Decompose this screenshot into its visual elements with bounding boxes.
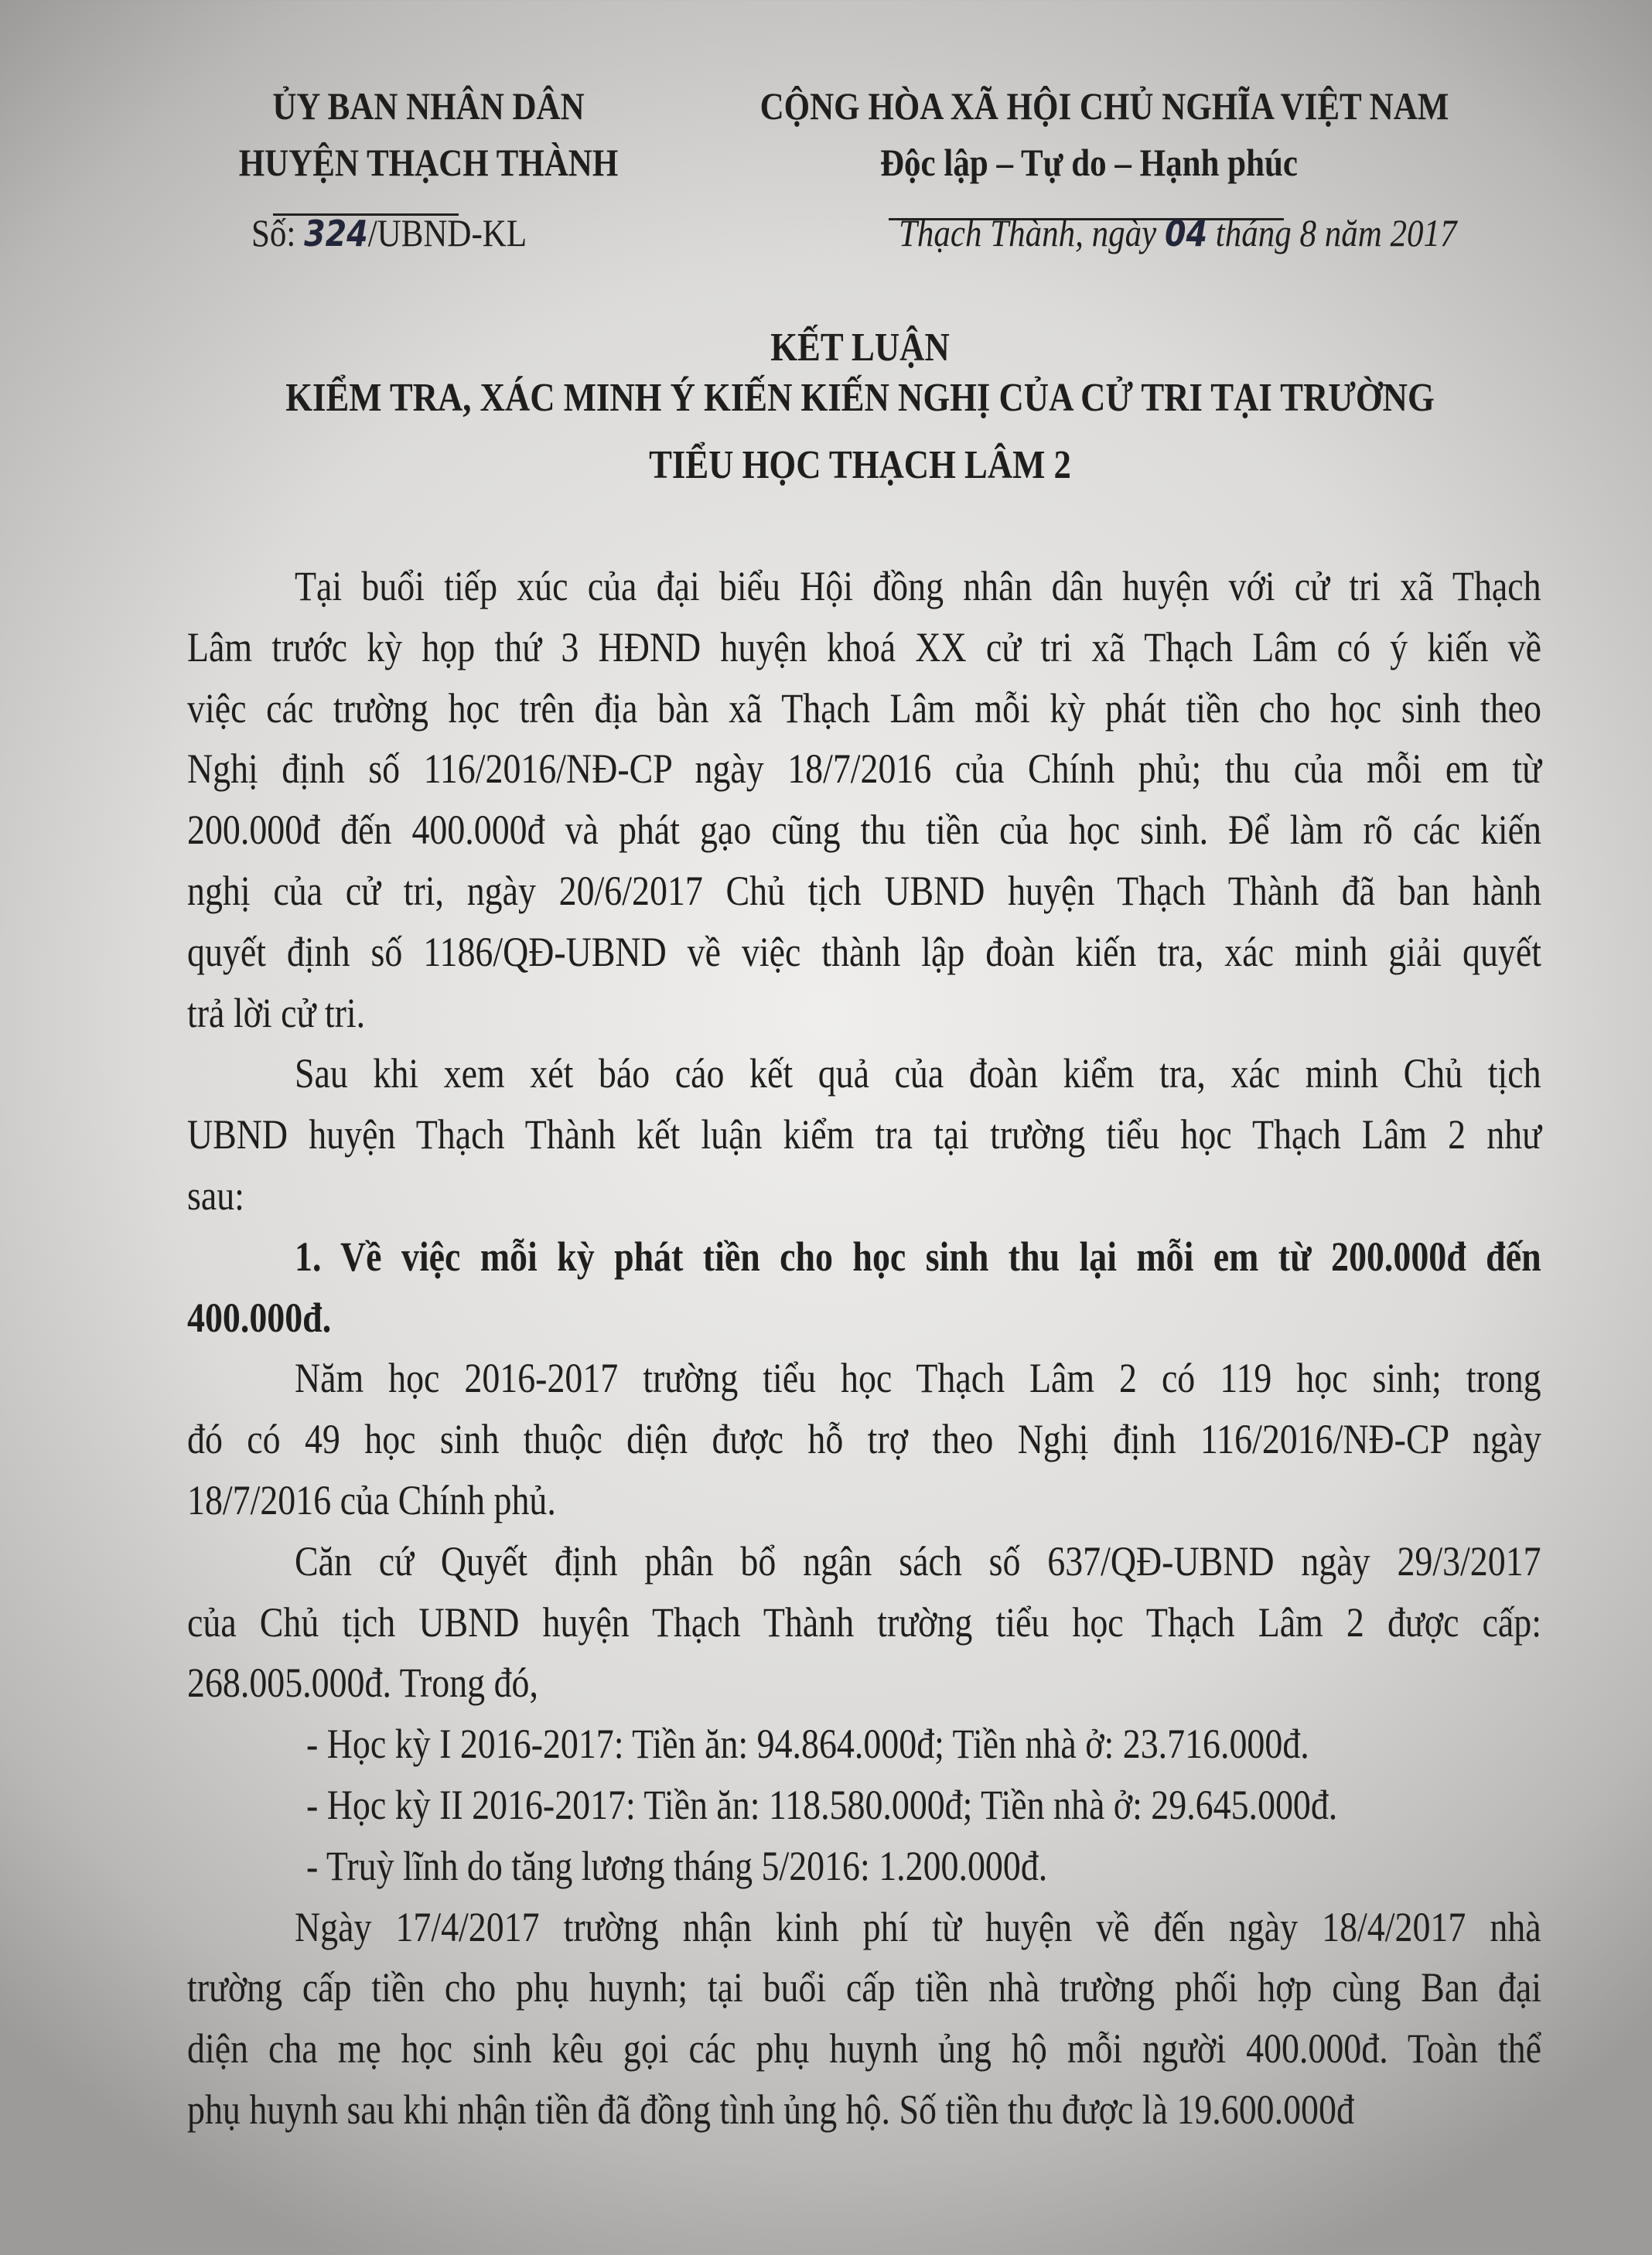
- budget-item: - Học kỳ I 2016-2017: Tiền ăn: 94.864.000đ; Tiền nhà ở: 23.716.000đ.: [306, 1721, 1309, 1768]
- date-prefix: Thạch Thành, ngày: [899, 211, 1165, 254]
- document-body: [187, 556, 1652, 2141]
- handwritten-day: 04: [1165, 213, 1208, 254]
- body-line: 18/7/2016 của Chính phủ.: [187, 1476, 556, 1523]
- document-subject-line2: TIỂU HỌC THẠCH LÂM 2: [649, 443, 1071, 487]
- body-line: 268.005.000đ. Trong đó,: [187, 1660, 538, 1707]
- body-line: trả lời cử tri.: [187, 989, 366, 1036]
- handwritten-number: 324: [304, 213, 368, 254]
- body-line: sau:: [187, 1172, 244, 1219]
- section-heading-1: 1. Về việc mỗi kỳ phát tiền cho học sinh thu lại mỗi em từ 200.000đ đến: [295, 1233, 1541, 1280]
- national-motto: Độc lập – Tự do – Hạnh phúc: [880, 141, 1298, 184]
- body-line: Lâm trước kỳ họp thứ 3 HĐND huyện khoá XX cử tri xã Thạch Lâm có ý kiến về: [187, 623, 1541, 670]
- date-suffix: tháng 8 năm 2017: [1207, 211, 1457, 254]
- body-line: của Chủ tịch UBND huyện Thạch Thành trường tiểu học Thạch Lâm 2 được cấp:: [187, 1598, 1541, 1646]
- document-subject-line1: KIỂM TRA, XÁC MINH Ý KIẾN KIẾN NGHỊ CỦA CỬ TRI TẠI TRƯỜNG: [285, 376, 1435, 420]
- body-line: quyết định số 1186/QĐ-UBND về việc thành lập đoàn kiến tra, xác minh giải quyết: [187, 928, 1541, 975]
- body-line: trường cấp tiền cho phụ huynh; tại buổi cấp tiền nhà trường phối hợp cùng Ban đại: [187, 1964, 1541, 2011]
- body-line: diện cha mẹ học sinh kêu gọi các phụ huynh ủng hộ mỗi người 400.000đ. Toàn thể: [187, 2025, 1541, 2072]
- budget-item: - Học kỳ II 2016-2017: Tiền ăn: 118.580.000đ; Tiền nhà ở: 29.645.000đ.: [306, 1781, 1338, 1828]
- body-line: Tại buổi tiếp xúc của đại biểu Hội đồng nhân dân huyện với cử tri xã Thạch: [295, 563, 1541, 609]
- place-date: [899, 210, 1457, 255]
- section-heading-1-cont: 400.000đ.: [187, 1294, 332, 1341]
- document-type-title: KẾT LUẬN: [770, 326, 950, 370]
- body-line: Căn cứ Quyết định phân bổ ngân sách số 637/QĐ-UBND ngày 29/3/2017: [295, 1537, 1541, 1585]
- body-line: Năm học 2016-2017 trường tiểu học Thạch Lâm 2 có 119 học sinh; trong: [295, 1355, 1541, 1402]
- body-line: 200.000đ đến 400.000đ và phát gạo cũng thu tiền của học sinh. Để làm rõ các kiến: [187, 807, 1541, 854]
- issuer-line1: ỦY BAN NHÂN DÂN: [272, 84, 585, 128]
- issuer-line2: HUYỆN THẠCH THÀNH: [238, 141, 619, 184]
- body-line: Nghị định số 116/2016/NĐ-CP ngày 18/7/2016 của Chính phủ; thu của mỗi em từ: [187, 745, 1541, 793]
- body-line: đó có 49 học sinh thuộc diện được hỗ trợ theo Nghị định 116/2016/NĐ-CP ngày: [187, 1416, 1541, 1463]
- document-number-prefix: Số:: [251, 211, 305, 254]
- body-line: UBND huyện Thạch Thành kết luận kiểm tra tại trường tiểu học Thạch Lâm 2 như: [187, 1111, 1541, 1158]
- national-title: CỘNG HÒA XÃ HỘI CHỦ NGHĨA VIỆT NAM: [759, 84, 1449, 128]
- body-line: phụ huynh sau khi nhận tiền đã đồng tình ủng hộ. Số tiền thu được là 19.600.000đ: [187, 2086, 1354, 2133]
- document-number-suffix: /UBND-KL: [367, 211, 527, 254]
- document-number: [251, 210, 527, 255]
- body-line: nghị của cử tri, ngày 20/6/2017 Chủ tịch UBND huyện Thạch Thành đã ban hành: [187, 867, 1541, 914]
- body-line: Ngày 17/4/2017 trường nhận kinh phí từ huyện về đến ngày 18/4/2017 nhà: [295, 1903, 1541, 1950]
- body-line: Sau khi xem xét báo cáo kết quả của đoàn kiểm tra, xác minh Chủ tịch: [295, 1050, 1541, 1097]
- budget-item: - Truỳ lĩnh do tăng lương tháng 5/2016: 1.200.000đ.: [306, 1842, 1048, 1889]
- body-line: việc các trường học trên địa bàn xã Thạch Lâm mỗi kỳ phát tiền cho học sinh theo: [187, 684, 1541, 732]
